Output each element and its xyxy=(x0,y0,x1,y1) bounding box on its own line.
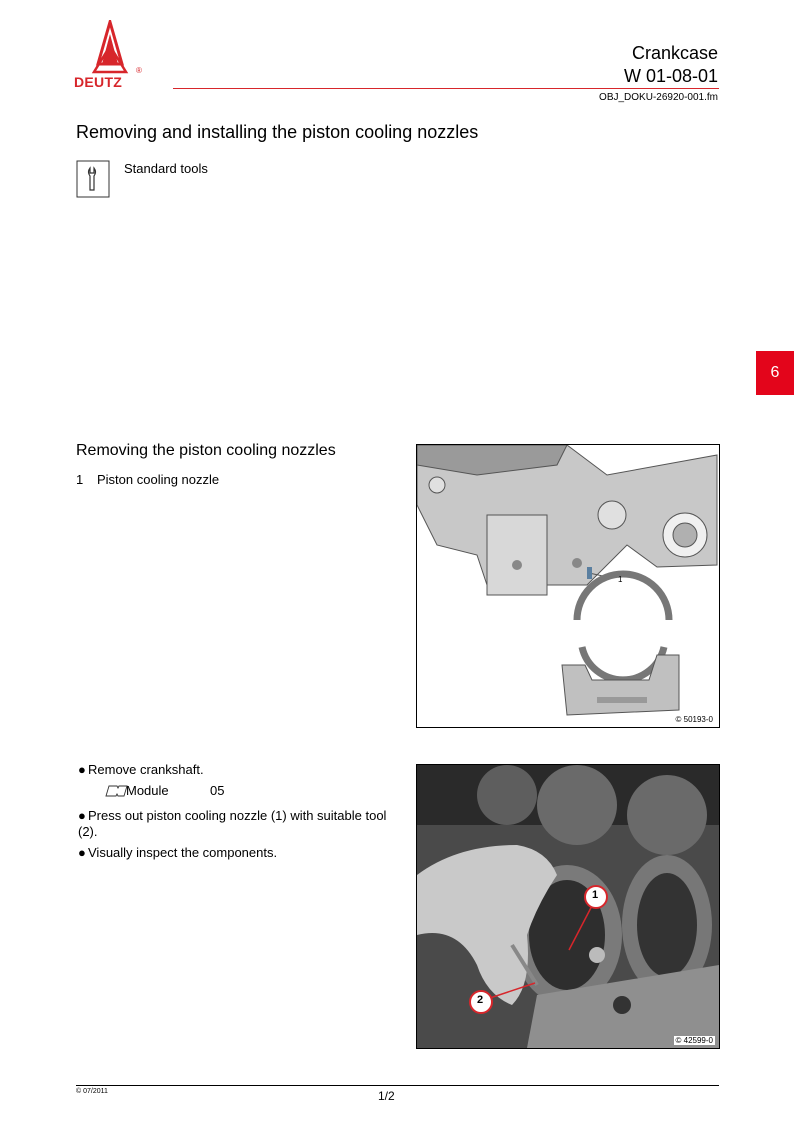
module-label: Module xyxy=(126,783,169,798)
photo-drawing xyxy=(417,765,719,1048)
registered-mark: ® xyxy=(136,66,142,75)
figure2-id: © 42599-0 xyxy=(675,1036,713,1045)
figure2-callout-1: 1 xyxy=(592,889,599,901)
page-number: 1/2 xyxy=(378,1089,395,1103)
crankcase-illustration xyxy=(416,444,720,728)
logo-text: DEUTZ xyxy=(74,74,123,90)
crankcase-drawing xyxy=(417,445,719,727)
page-heading: Removing and installing the piston cooling nozzles xyxy=(76,122,479,142)
document-title: Crankcase xyxy=(631,43,718,63)
wrench-icon xyxy=(76,160,110,198)
step-press-out-nozzle: ● Press out piston cooling nozzle (1) with suitable tool (2). xyxy=(78,808,387,839)
step-text: Visually inspect the components. xyxy=(88,845,278,860)
legend-text: Piston cooling nozzle xyxy=(97,472,220,487)
figure2-callout-2: 2 xyxy=(477,994,484,1006)
module-value: 05 xyxy=(210,783,225,798)
document-code: W 01-08-01 xyxy=(623,66,718,86)
header-divider xyxy=(173,88,719,89)
figure1-id: © 50193-0 xyxy=(675,715,713,724)
step-text: Remove crankshaft. xyxy=(88,762,204,777)
chapter-tab[interactable]: 6 xyxy=(756,351,794,395)
file-name: OBJ_DOKU-26920-001.fm xyxy=(599,92,718,103)
step-text: Press out piston cooling nozzle (1) with suitable tool (2). xyxy=(78,808,387,839)
standard-tools-label: Standard tools xyxy=(124,161,208,176)
footer-divider xyxy=(76,1085,719,1086)
step-remove-crankshaft: ● Remove crankshaft. xyxy=(78,762,204,777)
figure1-callout-1: 1 xyxy=(618,575,623,584)
section-heading: Removing the piston cooling nozzles xyxy=(76,442,336,459)
nozzle-removal-photo xyxy=(416,764,720,1049)
step-inspect-components: ● Visually inspect the components. xyxy=(78,845,278,860)
legend-number: 1 xyxy=(76,472,84,487)
footer-date: © 07/2011 xyxy=(76,1088,108,1095)
